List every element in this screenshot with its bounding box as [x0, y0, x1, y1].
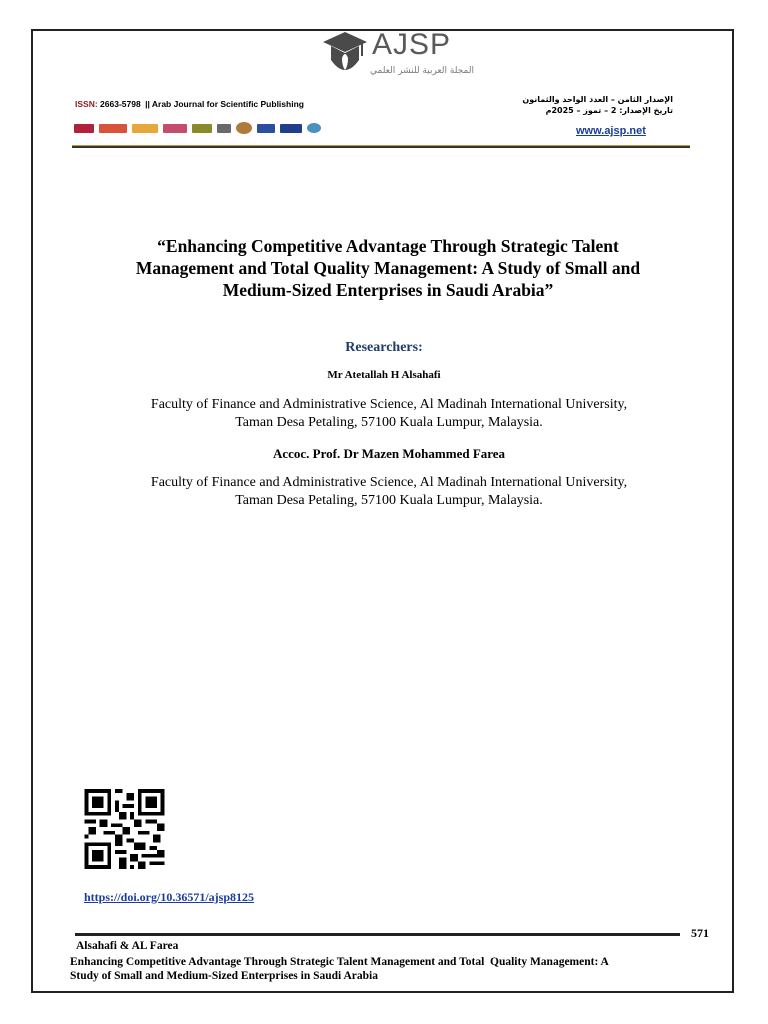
arabic-issue-line-2: تاريخ الإصدار: 2 – تموز – 2025م: [545, 106, 673, 115]
journal-logo: [322, 28, 474, 82]
issn-label: ISSN:: [75, 99, 98, 109]
footer-article-title: [70, 955, 720, 983]
author-2-affiliation-line-2: Taman Desa Petaling, 57100 Kuala Lumpur, Malaysia.: [235, 493, 543, 508]
doi-link[interactable]: https://doi.org/10.36571/ajsp8125: [84, 890, 255, 904]
journal-name: || Arab Journal for Scientific Publishing: [145, 99, 304, 109]
footer-title-line-1: Enhancing Competitive Advantage Through Strategic Talent Management and Total Quality Management: A: [70, 956, 609, 968]
researchers-heading: Researchers:: [345, 340, 423, 355]
footer-authors: Alsahafi & AL Farea: [76, 940, 179, 952]
author-1-name: Mr Atetallah H Alsahafi: [327, 369, 441, 381]
worldcat-logo: [257, 124, 275, 133]
article-title: [70, 235, 706, 301]
scientific-indexing-logo: [99, 124, 127, 133]
issn-line: [75, 99, 304, 109]
globe-logo: [307, 123, 321, 133]
author-2-name: Accoc. Prof. Dr Mazen Mohammed Farea: [272, 446, 506, 461]
author-1-affiliation-line-2: Taman Desa Petaling, 57100 Kuala Lumpur, Malaysia.: [235, 415, 543, 430]
journal-website-link[interactable]: www.ajsp.net: [576, 125, 646, 137]
doaj-logo: [192, 124, 212, 133]
header-divider: [72, 145, 690, 148]
isi-logo: [74, 124, 94, 133]
author-2-affiliation-line-1: Faculty of Finance and Administrative Science, Al Madinah International University,: [150, 475, 628, 490]
page-number: 571: [691, 926, 709, 940]
title-line-2: Management and Total Quality Management: A Study of Small and: [135, 258, 641, 278]
index-copernicus-logo: [163, 124, 187, 133]
title-line-1: “Enhancing Competitive Advantage Through Strategic Talent: [157, 236, 619, 256]
author-1-affiliation: [100, 396, 678, 432]
sjif-logo: [217, 124, 231, 133]
google-scholar-logo: [132, 124, 158, 133]
graduation-cap-icon: [322, 30, 368, 80]
ebsco-logo: [280, 124, 302, 133]
crossref-logo: [236, 122, 252, 134]
indexing-logos: [74, 121, 321, 135]
author-2-affiliation: [100, 474, 678, 510]
footer-divider: [75, 933, 680, 936]
title-line-3: Medium-Sized Enterprises in Saudi Arabia”: [222, 280, 554, 300]
issn-number: 2663-5798: [100, 99, 141, 109]
arabic-issue-line-1: الإصدار الثامن – العدد الواحد والثمانون: [522, 95, 673, 104]
qr-code: [82, 789, 167, 869]
author-1-affiliation-line-1: Faculty of Finance and Administrative Science, Al Madinah International University,: [150, 397, 628, 412]
logo-wordmark: AJSP: [372, 28, 452, 61]
logo-arabic-name: المجلة العربية للنشر العلمي: [370, 66, 474, 76]
arabic-issue-info: [522, 94, 673, 116]
footer-title-line-2: Study of Small and Medium-Sized Enterprises in Saudi Arabia: [70, 970, 378, 982]
